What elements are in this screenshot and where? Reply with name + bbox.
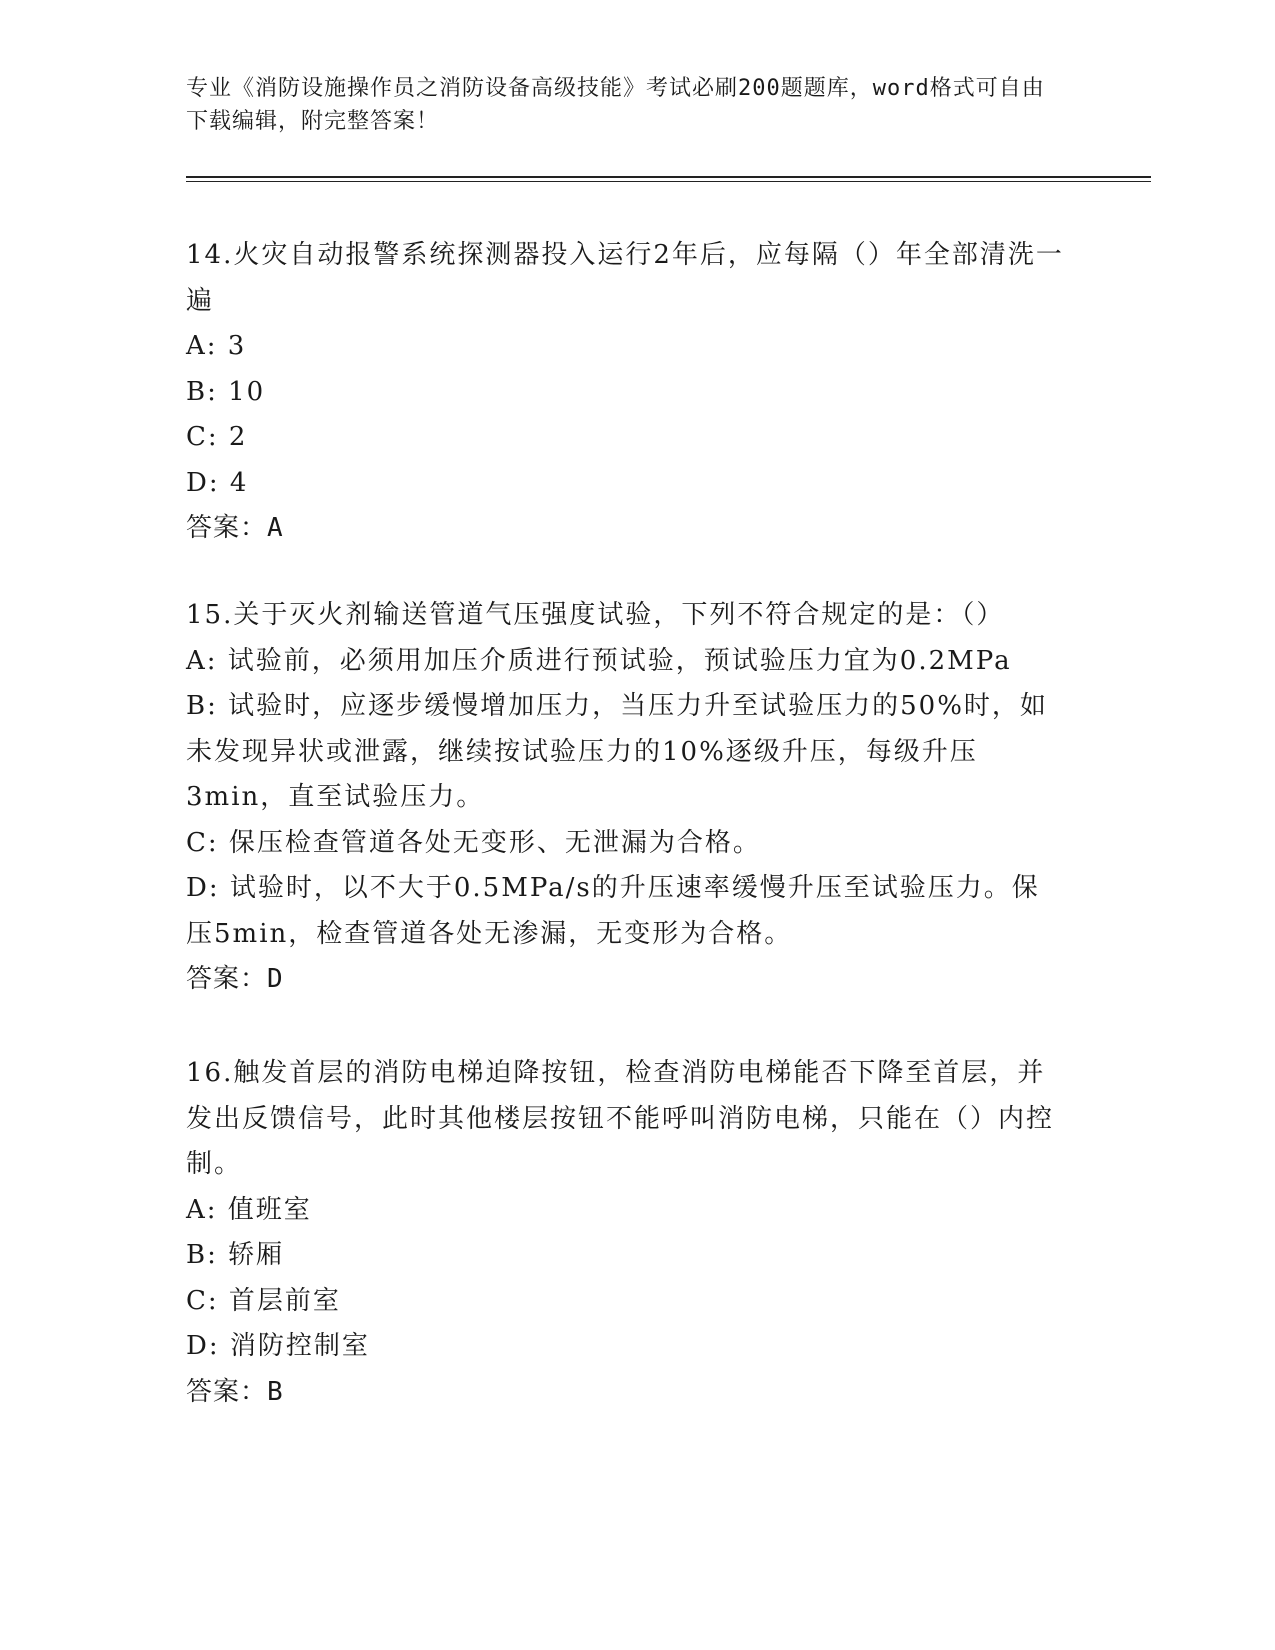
option-b: B: 试验时，应逐步缓慢增加压力，当压力升至试验压力的50%时，如未发现异状或泄露，继续按试验压力的10%逐级升压，每级升压3min，直至试验压力。	[186, 691, 1048, 812]
option-c: C: 2	[186, 422, 248, 452]
option-b: B: 10	[186, 376, 266, 407]
option-c: C: 首层前室	[186, 1285, 341, 1316]
question-14	[186, 233, 1066, 552]
option-d: D: 4	[186, 467, 249, 498]
option-a: A: 值班室	[186, 1194, 312, 1225]
question-text: 16.触发首层的消防电梯迫降按钮，检查消防电梯能否下降至首层，并发出反馈信号，此时其他楼层按钮不能呼叫消防电梯，只能在（）内控制。	[186, 1058, 1055, 1179]
question-text: 15.关于灭火剂输送管道气压强度试验，下列不符合规定的是：（）	[186, 600, 1005, 630]
answer-label: 答案：A	[186, 513, 284, 543]
option-b: B: 轿厢	[186, 1240, 285, 1270]
question-16	[186, 1051, 1066, 1415]
answer-label: 答案：B	[186, 1376, 284, 1407]
question-15	[186, 593, 1066, 1003]
option-c: C: 保压检查管道各处无变形、无泄漏为合格。	[186, 827, 761, 858]
option-d: D: 消防控制室	[186, 1331, 370, 1361]
option-d: D: 试验时，以不大于0.5MPa/s的升压速率缓慢升压至试验压力。保压5min，检查管道各处无渗漏，无变形为合格。	[186, 873, 1040, 949]
document-header: 专业《消防设施操作员之消防设备高级技能》考试必刷200题题库，word格式可自由下载编辑，附完整答案！	[186, 76, 1045, 134]
option-a: A: 试验前，必须用加压介质进行预试验，预试验压力宜为0.2MPa	[186, 645, 1012, 676]
header-divider-thin	[186, 181, 1151, 182]
option-a: A: 3	[186, 331, 247, 361]
question-text: 14.火灾自动报警系统探测器投入运行2年后，应每隔（）年全部清洗一遍	[186, 240, 1064, 316]
header-divider-thick	[186, 176, 1151, 178]
answer-label: 答案：D	[186, 964, 284, 994]
